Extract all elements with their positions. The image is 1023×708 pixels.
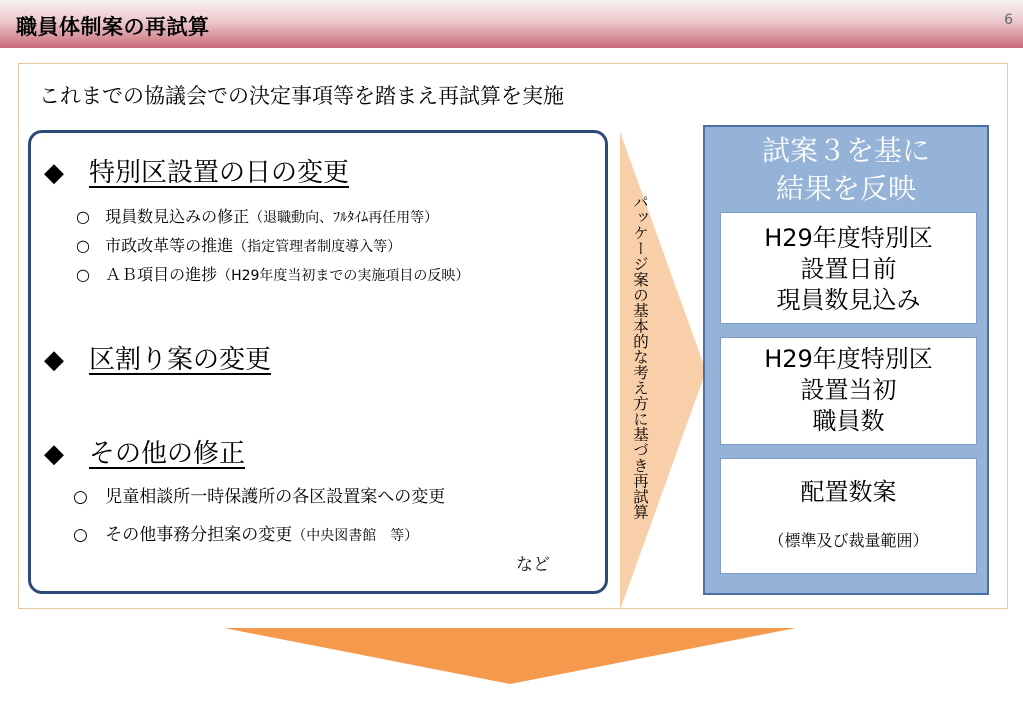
item-note: （中央図書館 等） [292,528,419,544]
item-text: 現員数見込みの修正 [105,207,250,226]
result-box-allocation [720,458,977,574]
result-title-line: 試案３を基に [761,134,930,167]
result-box-line: H29年度特別区 [764,224,933,252]
result-box-line: 配置数案 [800,478,897,506]
circle-bullet-icon: ○ [76,236,90,255]
circle-bullet-icon: ○ [76,207,90,226]
section-heading-3 [44,433,245,470]
etc-text: など [516,555,550,575]
result-box-line: 設置日前 [800,255,897,283]
diamond-bullet-icon: ◆ [44,345,64,375]
result-box-line: H29年度特別区 [764,345,933,373]
section-heading-1 [44,152,349,189]
result-box-current-staff [720,212,977,324]
diamond-bullet-icon: ◆ [44,439,64,469]
page-number: 6 [1004,12,1013,28]
item-text: 児童相談所一時保護所の各区設置案への変更 [105,487,446,507]
section-heading-text: 区割り案の変更 [89,345,272,375]
result-title-line: 結果を反映 [775,172,916,205]
result-panel-title [703,132,989,208]
item-note: （H29年度当初までの実施項目の反映） [217,268,470,284]
arrow-caption: パッケージ案の基本的な考え方に基づき再試算 [631,194,649,520]
list-item [76,262,469,285]
item-text: その他事務分担案の変更 [105,525,293,545]
header-bar [0,0,1023,48]
intro-text: これまでの協議会での決定事項等を踏まえ再試算を実施 [39,84,564,108]
result-box-initial-staff [720,337,977,445]
result-box-line: 設置当初 [800,376,897,404]
result-box-line: 職員数 [812,407,885,435]
circle-bullet-icon: ○ [73,525,88,545]
list-item [76,204,438,227]
item-note: （指定管理者制度導入等） [233,239,402,255]
item-text: 市政改革等の推進 [105,236,234,255]
list-item [76,233,401,256]
circle-bullet-icon: ○ [73,487,88,507]
result-box-note: （標準及び裁量範囲） [768,531,929,550]
down-arrow-shape [224,628,796,684]
page-title: 職員体制案の再試算 [16,15,210,39]
section-heading-text: その他の修正 [89,439,246,469]
result-box-line: 現員数見込み [776,286,921,314]
item-note: （退職動向、ﾌﾙﾀｲﾑ再任用等） [249,210,439,226]
item-text: ＡＢ項目の進捗 [105,265,218,284]
section-heading-2 [44,339,271,376]
list-item [73,482,445,507]
circle-bullet-icon: ○ [76,265,90,284]
list-item [73,520,418,545]
section-heading-text: 特別区設置の日の変更 [89,158,350,188]
diamond-bullet-icon: ◆ [44,158,64,188]
